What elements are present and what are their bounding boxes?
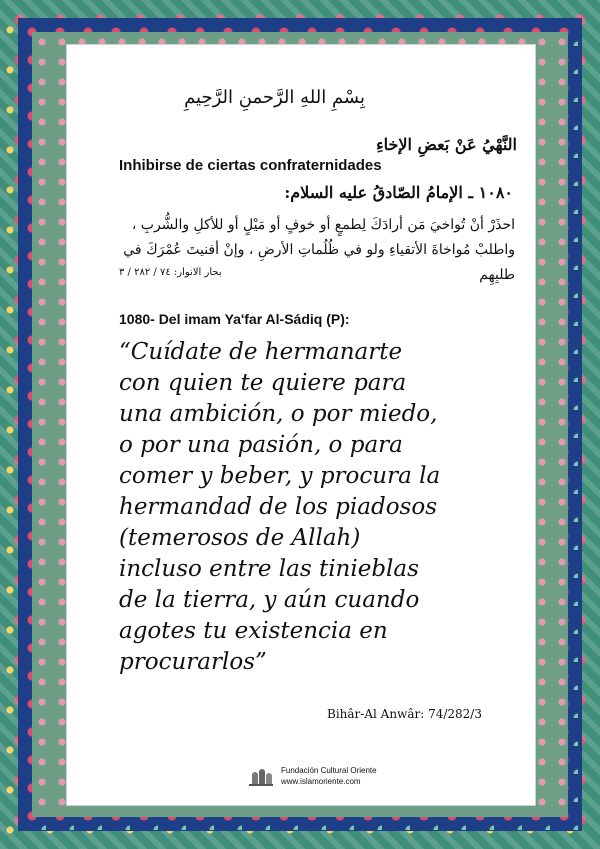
arabic-reference: بحار الانوار: ٧٤ / ٢٨٢ / ٣: [119, 267, 222, 278]
arabic-hadith-text: احذَرْ أنْ تُواخيَ مَن أرادَكَ لِطمعٍ أو خوفٍ أو مَيْلٍ أو للأكلِ والشُّربِ ، واطلبْ مُواخاةَ الأتقياءِ ولو في ظُلُماتِ الأرضِ ، وإنْ أفنيتَ عُمْرَكَ في طلبِهِم: [123, 217, 515, 283]
foundation-website: www.islamoriente.com: [281, 777, 361, 786]
basmala: بِسْمِ اللهِ الرَّحمنِ الرَّحِيمِ: [184, 87, 365, 108]
content-page: [66, 44, 536, 806]
spanish-quote: “Cuídate de hermanarte con quien te quiere para una ambición, o por miedo, o por una pasión, o para comer y beber, y procura la hermandad de los piadosos (temerosos de Allah) incluso entre las tinieblas de la tierra, y aún cuando agotes tu existencia en procurarlos”: [119, 339, 441, 675]
spanish-title: Inhibirse de ciertas confraternidades: [119, 157, 382, 174]
spanish-hadith-intro: 1080- Del imam Ya'far Al-Sádiq (P):: [119, 311, 350, 327]
spanish-reference: Bihâr-Al Anwâr: 74/282/3: [327, 707, 482, 721]
arabic-hadith-intro: ١٠٨٠ ـ الإمامُ الصّادقُ عليه السلام:: [284, 183, 513, 202]
foundation-logo-icon: [247, 766, 275, 788]
foundation-name: Fundación Cultural Oriente: [281, 766, 377, 775]
arabic-title: النَّهْيُ عَنْ بَعضِ الإخاءِ: [376, 135, 517, 154]
